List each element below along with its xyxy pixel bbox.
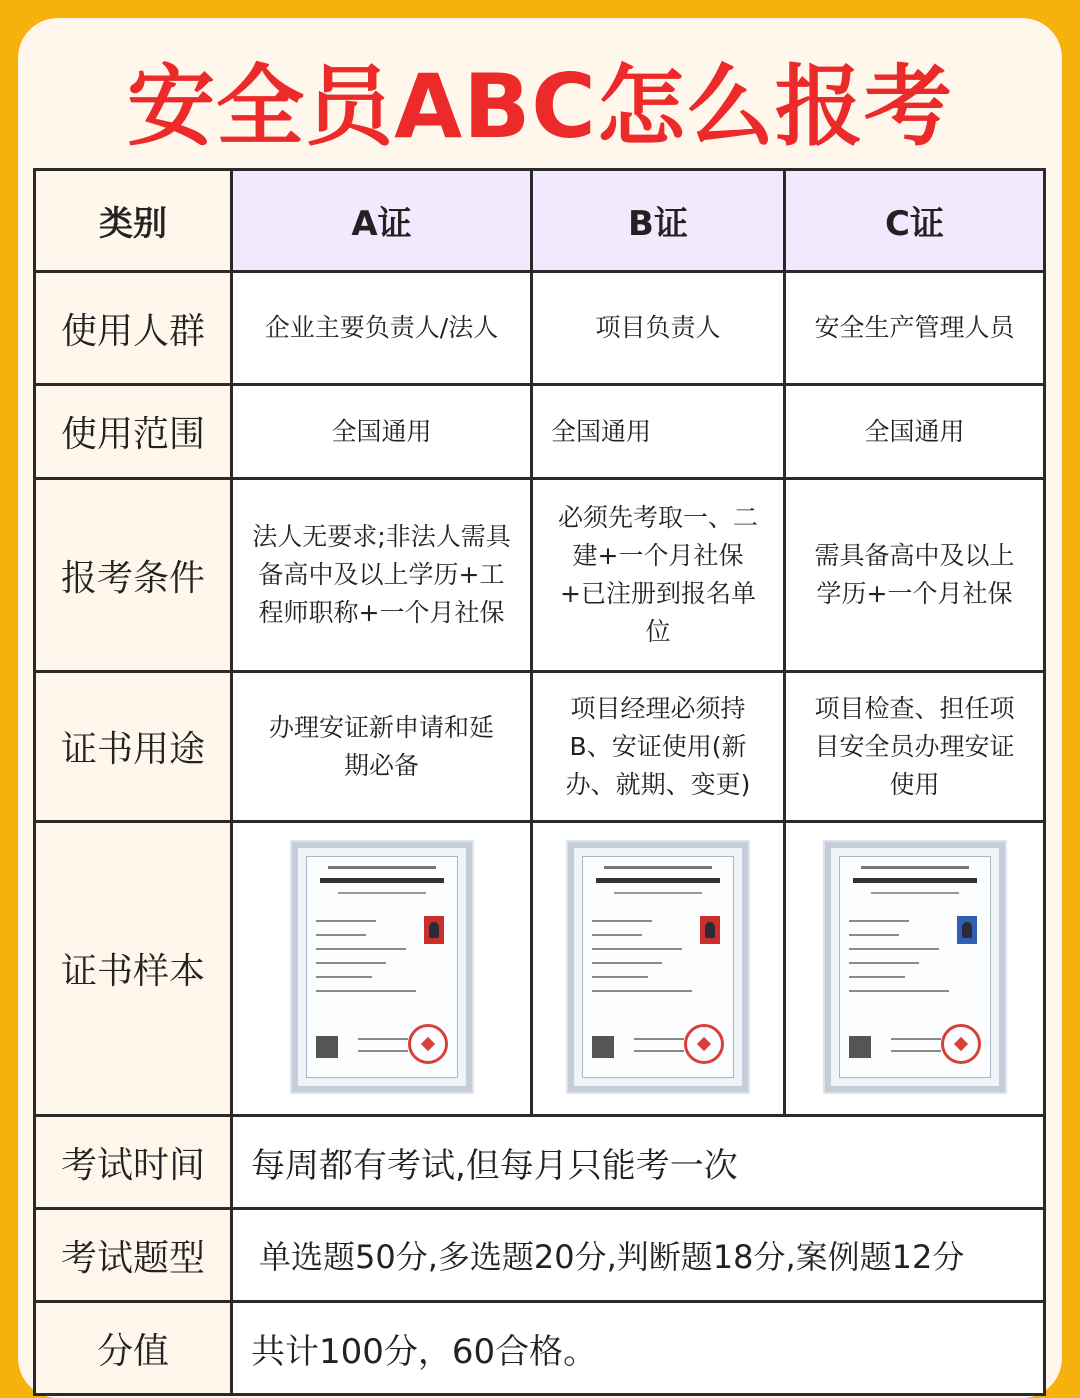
cell-c: 项目检查、担任项目安全员办理安证使用: [785, 672, 1045, 822]
cell-c: 全国通用: [785, 385, 1045, 479]
cell-c: 安全生产管理人员: [785, 272, 1045, 385]
row-label: 考试题型: [35, 1209, 232, 1302]
cell-a: 办理安证新申请和延期必备: [232, 672, 532, 822]
cert-sample-a: [232, 822, 532, 1116]
cell-b: 必须先考取一、二建+一个月社保+已注册到报名单位: [532, 479, 785, 672]
cell-c: 需具备高中及以上学历+一个月社保: [785, 479, 1045, 672]
row-label: 证书样本: [35, 822, 232, 1116]
table-row: [35, 272, 1045, 385]
certificate-image: [825, 842, 1005, 1092]
row-label: 使用人群: [35, 272, 232, 385]
certificate-image: [568, 842, 748, 1092]
header-category: 类别: [35, 170, 232, 272]
score-value: 共计100分，60合格。: [232, 1302, 1045, 1395]
page-title: 安全员ABC怎么报考: [127, 55, 953, 158]
row-label: 报考条件: [35, 479, 232, 672]
cert-sample-c: [785, 822, 1045, 1116]
cell-a: 法人无要求;非法人需具备高中及以上学历+工程师职称+一个月社保: [232, 479, 532, 672]
cell-b: 全国通用: [532, 385, 785, 479]
table-row: [35, 1116, 1045, 1209]
comparison-table: [33, 168, 1046, 1396]
certificate-image: [292, 842, 472, 1092]
row-label: 证书用途: [35, 672, 232, 822]
table-row: [35, 385, 1045, 479]
table-row: [35, 1302, 1045, 1395]
cell-a: 全国通用: [232, 385, 532, 479]
table-header-row: [35, 170, 1045, 272]
cert-sample-b: [532, 822, 785, 1116]
cell-b: 项目负责人: [532, 272, 785, 385]
header-a-cert: A证: [232, 170, 532, 272]
row-label: 考试时间: [35, 1116, 232, 1209]
row-label: 分值: [35, 1302, 232, 1395]
table-row: [35, 479, 1045, 672]
cell-b: 项目经理必须持B、安证使用(新办、就期、变更): [532, 672, 785, 822]
header-b-cert: B证: [532, 170, 785, 272]
table-row: [35, 672, 1045, 822]
sample-row: [35, 822, 1045, 1116]
exam-type-value: 单选题50分,多选题20分,判断题18分,案例题12分: [232, 1209, 1045, 1302]
cell-a: 企业主要负责人/法人: [232, 272, 532, 385]
table-row: [35, 1209, 1045, 1302]
row-label: 使用范围: [35, 385, 232, 479]
exam-time-value: 每周都有考试,但每月只能考一次: [232, 1116, 1045, 1209]
header-c-cert: C证: [785, 170, 1045, 272]
